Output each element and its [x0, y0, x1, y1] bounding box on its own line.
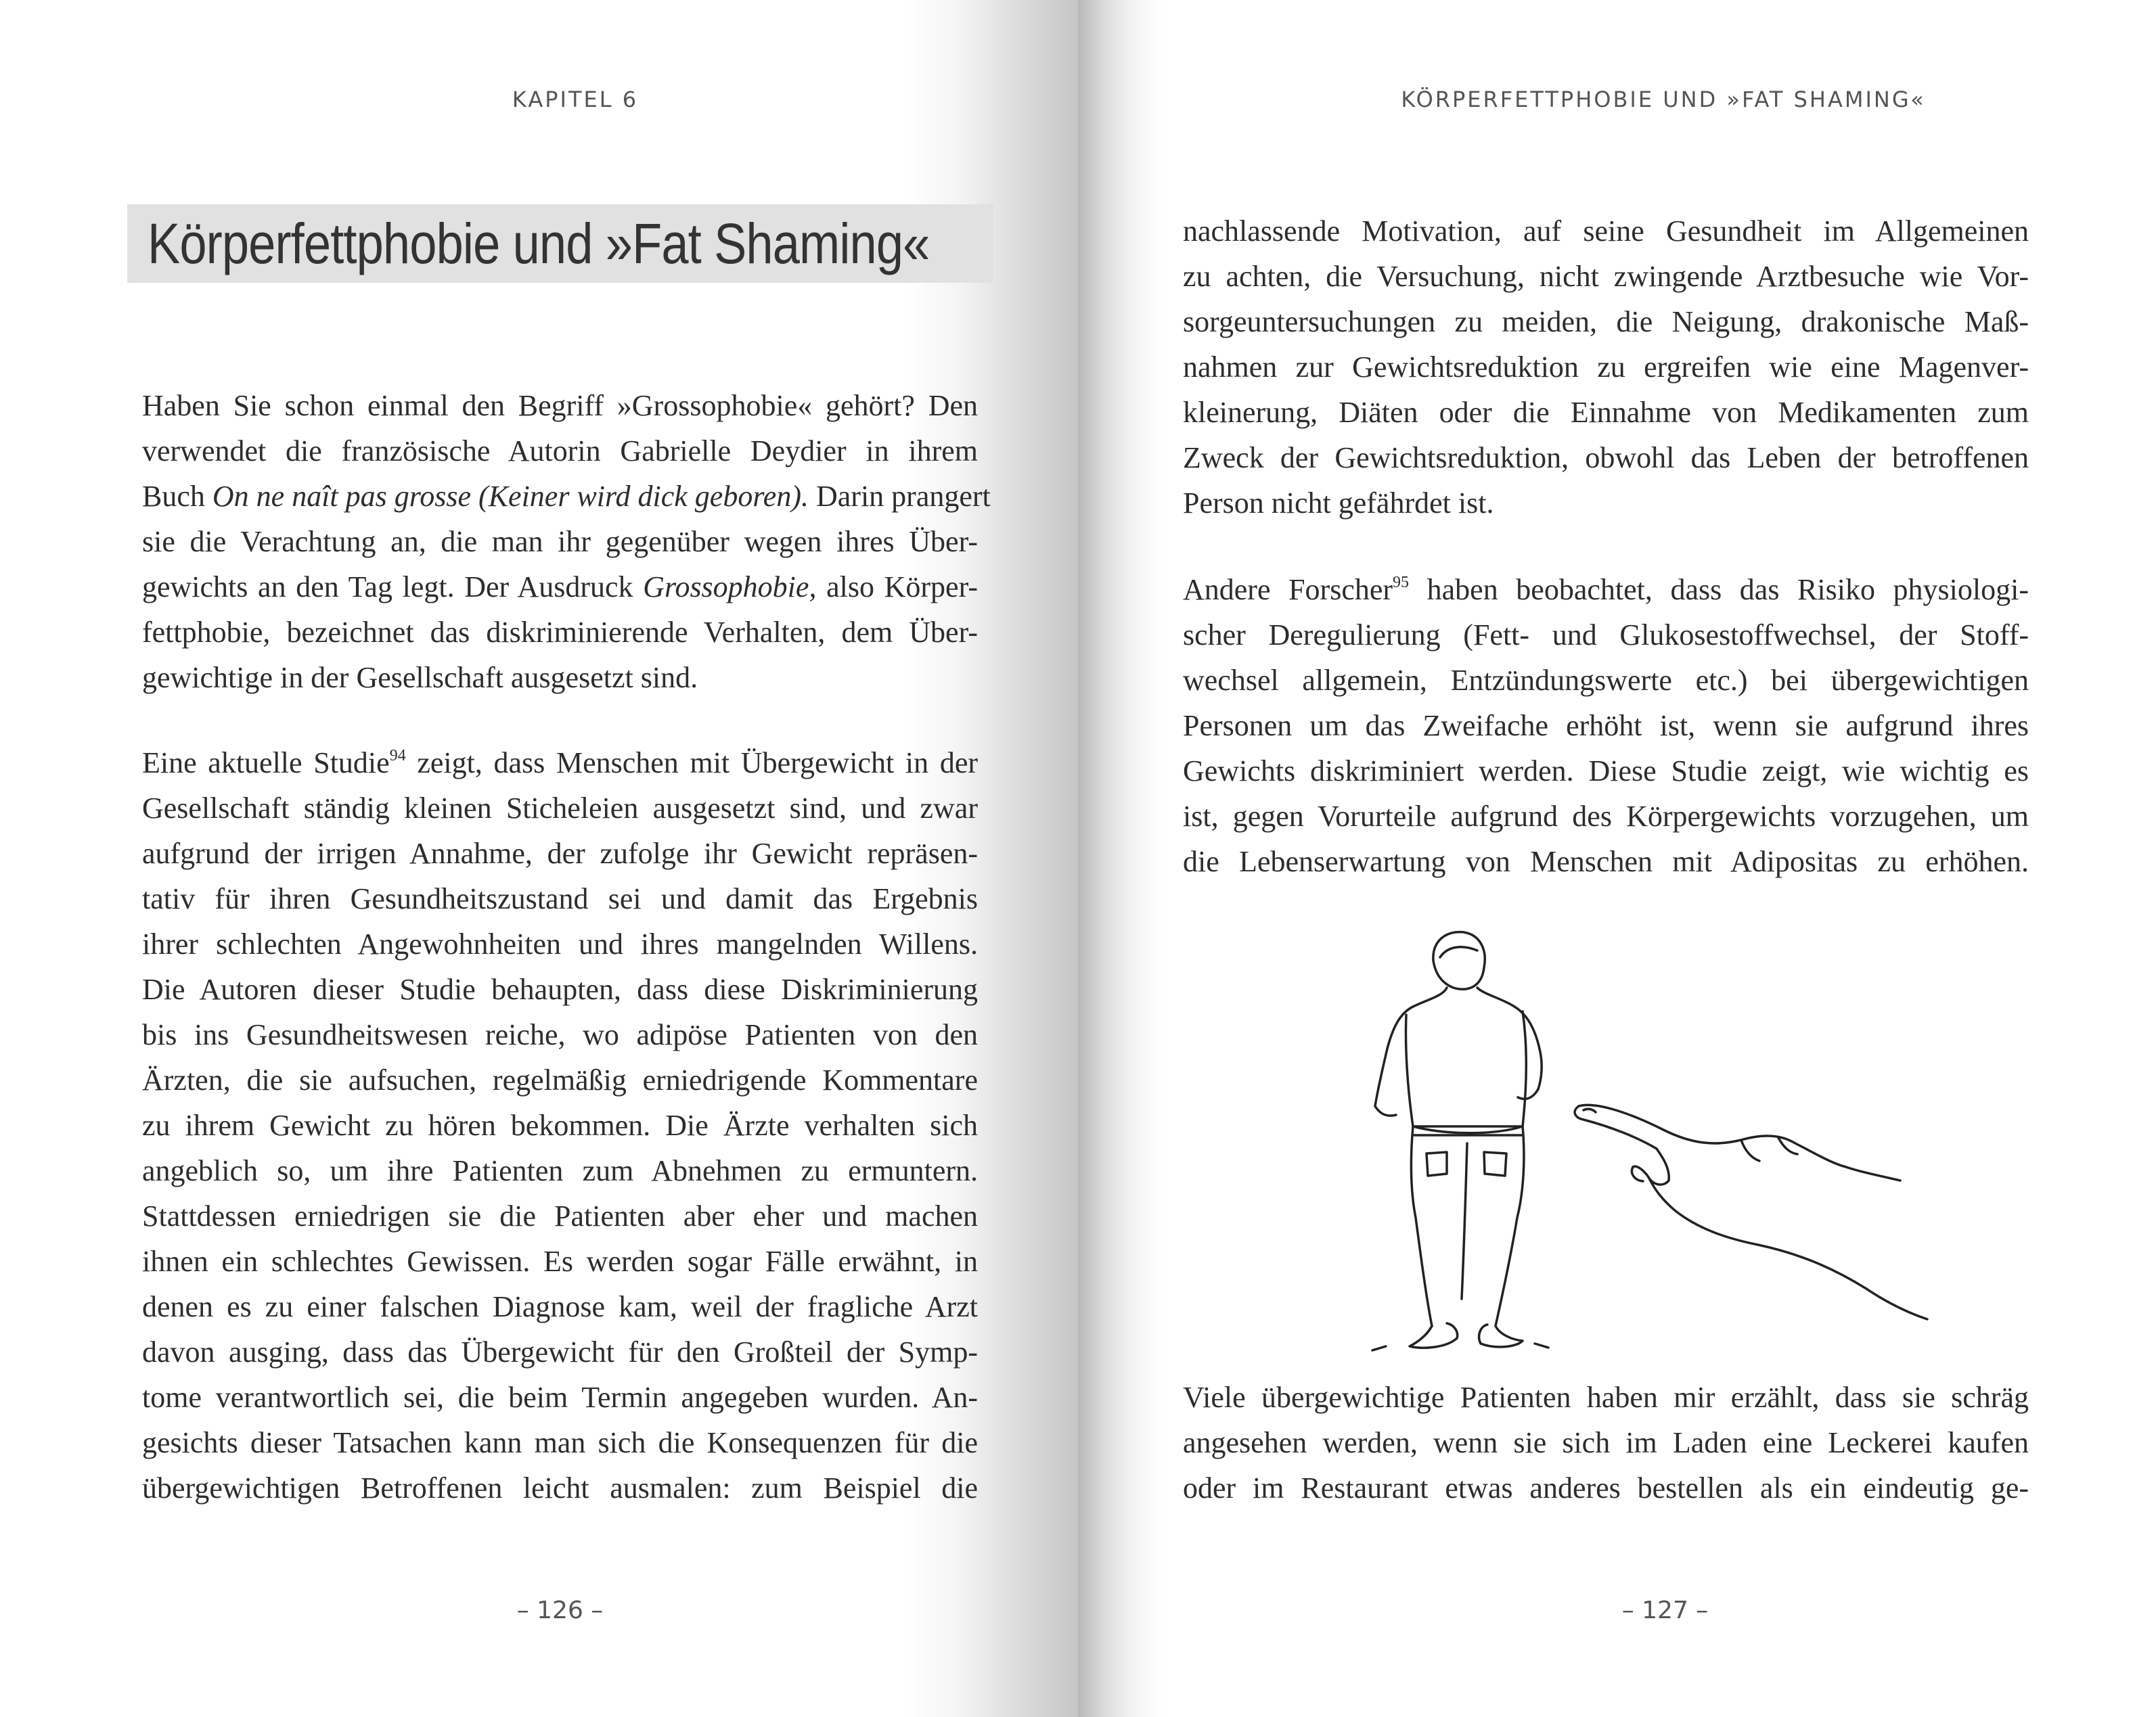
footnote-ref[interactable]: 95	[1393, 574, 1410, 591]
running-head-right: KÖRPERFETTPHOBIE UND »FAT SHAMING«	[1401, 87, 1926, 112]
page-number-right: – 127 –	[1621, 1597, 1709, 1624]
text-line: Person nicht gefährdet ist.	[1183, 486, 1494, 520]
text-line: wechsel allgemein, Entzündungswerte etc.) bei übergewichtigen	[1183, 664, 2029, 697]
text-line: tome verantwortlich sei, die beim Termin angegeben wurden. An-	[142, 1381, 978, 1414]
man-legs	[1411, 1126, 1432, 1326]
man-head	[1433, 932, 1485, 990]
text-line: gewichts an den Tag legt. Der Ausdruck Grossophobie, also Körper-	[142, 570, 979, 603]
text-line: oder im Restaurant etwas anderes bestellen als ein eindeutig ge-	[1183, 1471, 2029, 1505]
left-paragraph-1	[142, 383, 991, 700]
text-line: sorgeuntersuchungen zu meiden, die Neigung, drakonische Maß-	[1183, 305, 2029, 338]
text-line: fettphobie, bezeichnet das diskriminierende Verhalten, dem Über-	[142, 616, 978, 649]
text-line: übergewichtigen Betroffenen leicht ausmalen: zum Beispiel die	[142, 1471, 978, 1505]
text-line: zu achten, die Versuchung, nicht zwingende Arztbesuche wie Vor-	[1183, 260, 2029, 293]
text-line: sie die Verachtung an, die man ihr gegenüber wegen ihres Über-	[142, 525, 978, 558]
right-paragraph-3	[1183, 1375, 2029, 1511]
text-line: ihnen ein schlechtes Gewissen. Es werden sogar Fälle erwähnt, in	[142, 1245, 978, 1278]
illustration-pointing-hand	[1345, 920, 1954, 1353]
text-line: kleinerung, Diäten oder die Einnahme von Medikamenten zum	[1183, 396, 2029, 429]
text-line: gewichtige in der Gesellschaft ausgesetzt sind.	[142, 661, 698, 694]
chapter-title-box	[127, 204, 993, 283]
text-line: Gewichts diskriminiert werden. Diese Studie zeigt, wie wichtig es	[1183, 754, 2029, 787]
book-title-italic: On ne naît pas grosse (Keiner wird dick geboren).	[212, 480, 809, 513]
pointing-hand	[1579, 1105, 1846, 1167]
chapter-title: Körperfettphobie und »Fat Shaming«	[148, 212, 930, 275]
text-line: bis ins Gesundheitswesen reiche, wo adipöse Patienten von den	[142, 1018, 978, 1051]
text-line: Zweck der Gewichtsreduktion, obwohl das Leben der betroffenen	[1183, 441, 2029, 474]
text-line: Eine aktuelle Studie$^{94}$ zeigt, dass Menschen mit Übergewicht in der	[142, 746, 978, 779]
text-line: aufgrund der irrigen Annahme, der zufolge ihr Gewicht repräsen-	[142, 837, 978, 870]
text-line: ihrer schlechten Angewohnheiten und ihres mangelnden Willens.	[142, 928, 978, 961]
text-line: Personen um das Zweifache erhöht ist, wenn sie aufgrund ihres	[1183, 709, 2029, 742]
text-line: angesehen werden, wenn sie sich im Laden eine Leckerei kaufen	[1183, 1426, 2029, 1459]
text-line: ist, gegen Vorurteile aufgrund des Körpergewichts vorzugehen, um	[1183, 800, 2029, 833]
text-line: Gesellschaft ständig kleinen Sticheleien ausgesetzt sind, und zwar	[142, 792, 978, 825]
right-paragraph-2	[1183, 567, 2029, 884]
text-line: gesichts dieser Tatsachen kann man sich die Konsequenzen für die	[142, 1426, 978, 1459]
text-line: verwendet die französische Autorin Gabrielle Deydier in ihrem	[142, 434, 978, 467]
text-line: tativ für ihren Gesundheitszustand sei und damit das Ergebnis	[142, 882, 978, 915]
footnote-ref[interactable]: 94	[389, 747, 406, 764]
page-number-left: – 126 –	[516, 1597, 604, 1624]
text-line: nachlassende Motivation, auf seine Gesundheit im Allgemeinen	[1183, 214, 2029, 248]
man-shirt	[1406, 1011, 1526, 1133]
man-left-shoe	[1410, 1323, 1458, 1348]
right-paragraph-1	[1183, 208, 2029, 526]
text-line: Ärzten, die sie aufsuchen, regelmäßig erniedrigende Kommentare	[142, 1063, 978, 1097]
text-line: Buch On ne naît pas grosse (Keiner wird dick geboren). Darin prangert	[142, 480, 991, 513]
text-line: denen es zu einer falschen Diagnose kam, weil der fragliche Arzt	[142, 1290, 978, 1323]
left-paragraph-2	[142, 740, 978, 1511]
text-line: Haben Sie schon einmal den Begriff »Grossophobie« gehört? Den	[142, 389, 978, 422]
text-line: Andere Forscher$^{95}$ haben beobachtet, dass das Risiko physiologi-	[1183, 573, 2029, 606]
text-line: Viele übergewichtige Patienten haben mir erzählt, dass sie schräg	[1183, 1381, 2029, 1414]
text-line: Stattdessen erniedrigen sie die Patienten aber eher und machen	[142, 1199, 978, 1233]
term-italic: Grossophobie,	[643, 570, 817, 603]
text-line: zu ihrem Gewicht zu hören bekommen. Die Ärzte verhalten sich	[142, 1109, 978, 1142]
man-left-arm	[1375, 988, 1447, 1106]
running-head-left: KAPITEL 6	[512, 87, 639, 112]
text-line: scher Deregulierung (Fett- und Glukosestoffwechsel, der Stoff-	[1183, 618, 2029, 651]
text-line: nahmen zur Gewichtsreduktion zu ergreifen wie eine Magenver-	[1183, 350, 2029, 384]
text-line: Die Autoren dieser Studie behaupten, dass diese Diskriminierung	[142, 973, 978, 1006]
text-line: die Lebenserwartung von Menschen mit Adipositas zu erhöhen.	[1183, 845, 2029, 878]
right-page	[1078, 0, 2156, 1717]
text-line: davon ausging, dass das Übergewicht für den Großteil der Symp-	[142, 1335, 978, 1369]
text-line: angeblich so, um ihre Patienten zum Abnehmen zu ermuntern.	[142, 1154, 978, 1187]
